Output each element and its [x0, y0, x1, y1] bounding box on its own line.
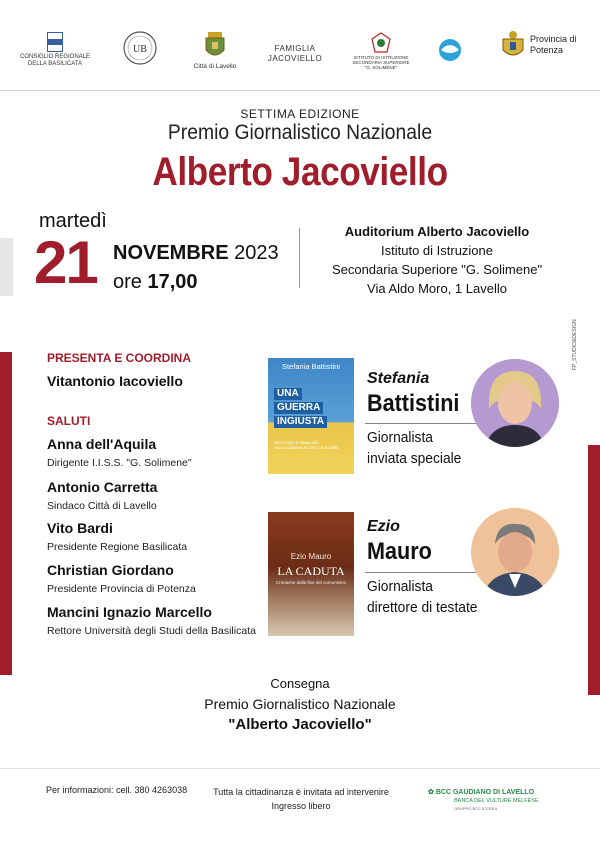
bcc-icon: ✿: [428, 789, 434, 796]
logo-label: ISTITUTO DI ISTRUZIONE SECONDARIA SUPERIORE "G. SOLIMENE": [352, 55, 410, 70]
award-prize: Premio Giornalistico Nazionale: [204, 696, 396, 712]
swirl-icon: [435, 34, 465, 64]
book-author: Stefania Battistini: [282, 362, 340, 371]
guest-photo-mauro: [471, 508, 559, 596]
sponsor-logo: [428, 789, 558, 813]
logo-label: UB: [133, 44, 147, 55]
book-subtitle: RACCONTI E IMMAGINI DALL'UCRAINA SOTTO LE BOMBE: [274, 440, 339, 450]
book-cover-la-caduta: [268, 512, 354, 636]
sponsor-prefix: BCC: [435, 789, 451, 796]
entry-text: Ingresso libero: [271, 801, 331, 811]
invitation-text: Tutta la cittadinanza è invitata ad intervenire: [213, 787, 389, 797]
lavello-logo: [190, 30, 240, 70]
province-logo: [500, 30, 590, 60]
guest-role-line1: Giornalista: [367, 429, 433, 446]
time: 17,00: [147, 271, 198, 293]
venue-address: Via Aldo Moro, 1 Lavello: [367, 281, 507, 296]
book-title: LA CADUTA: [277, 564, 345, 578]
venue-line2: Secondaria Superiore "G. Solimene": [331, 262, 543, 277]
logo-label: CONSIGLIO REGIONALE DELLA BASILICATA: [19, 54, 91, 67]
speaker-name: Christian Giordano: [47, 562, 174, 578]
guest-role-line2: inviata speciale: [367, 450, 462, 467]
crest-icon: [203, 30, 227, 60]
award-honoree: "Alberto Jacoviello": [228, 716, 372, 733]
guest-role: [367, 576, 477, 618]
venue-line1: Istituto di Istruzione: [381, 243, 493, 258]
footer-divider: [0, 768, 600, 769]
logo-label: Città di Lavello: [193, 63, 237, 70]
right-accent-bar: [588, 445, 600, 695]
sponsor-group: GRUPPO BCC ICCREA: [454, 806, 498, 811]
ub-logo: [118, 30, 162, 69]
book-author: Ezio Mauro: [290, 552, 332, 561]
logo-strip: [0, 0, 600, 91]
speaker-name: Vito Bardi: [47, 520, 113, 536]
guest-first-name: Ezio: [367, 518, 400, 535]
guest-divider: [365, 572, 490, 573]
ub-seal-icon: [122, 30, 158, 66]
year: 2023: [234, 242, 279, 264]
venue-name: Auditorium Alberto Jacoviello: [344, 224, 530, 239]
edition-label: SETTIMA EDIZIONE: [240, 107, 360, 121]
left-accent-bar: [0, 352, 12, 675]
family-logo: [262, 44, 328, 64]
time-prefix: ore: [113, 271, 142, 293]
design-credit: FP_STUDIO&DESIGN: [572, 319, 578, 370]
regional-council-logo: [14, 32, 96, 68]
event-time: [113, 271, 198, 294]
emblem-icon: [371, 32, 391, 54]
speaker-role: Presidente Regione Basilicata: [47, 541, 188, 553]
date-divider: [299, 228, 300, 288]
honoree-name: Alberto Jacoviello: [152, 150, 448, 194]
speaker-role: Presidente Provincia di Potenza: [47, 583, 196, 595]
greetings-heading: SALUTI: [47, 414, 91, 428]
book-title-line: INGIUSTA: [274, 416, 327, 428]
logo-label: FAMIGLIA JACOVIELLO: [267, 44, 323, 63]
weekday: martedì: [39, 210, 107, 232]
speaker-name: Antonio Carretta: [47, 479, 158, 495]
venue: [322, 222, 552, 298]
month: NOVEMBRE: [113, 242, 229, 264]
speaker-name: Mancini Ignazio Marcello: [47, 604, 212, 620]
left-accent-gray: [0, 238, 13, 296]
portrait-icon: [471, 359, 559, 447]
host-name: Vitantonio Iacoviello: [47, 373, 183, 389]
generic-logo: [430, 34, 470, 67]
speaker-role: Dirigente I.I.S.S. "G. Solimene": [47, 457, 192, 469]
speaker-role: Rettore Università degli Studi della Basilicata: [47, 625, 256, 637]
book-cover-guerra-ingiusta: [268, 358, 354, 474]
speaker-role: Sindaco Città di Lavello: [47, 500, 157, 512]
info-contact: Per informazioni: cell. 380 4263038: [46, 785, 188, 795]
guest-divider: [365, 423, 490, 424]
logo-label: Provincia di Potenza: [530, 34, 577, 55]
guest-role-line1: Giornalista: [367, 578, 433, 595]
portrait-icon: [471, 508, 559, 596]
month-year: [113, 242, 279, 265]
guest-first-name: Stefania: [367, 370, 430, 387]
speaker-name: Anna dell'Aquila: [47, 436, 157, 452]
sponsor-sub: BANCA DEL VULTURE MELFESE: [454, 798, 539, 804]
award-intro: Consegna: [270, 676, 330, 691]
prize-title: Premio Giornalistico Nazionale: [167, 121, 433, 144]
sponsor-name: GAUDIANO DI LAVELLO: [452, 789, 535, 796]
guest-last-name: Mauro: [367, 538, 432, 565]
book-title-line: GUERRA: [274, 402, 323, 414]
invitation: [212, 785, 390, 813]
flag-icon: [47, 32, 63, 52]
day-number: 21: [34, 229, 97, 296]
province-crest-icon: [500, 30, 526, 60]
guest-role-line2: direttore di testate: [367, 599, 478, 616]
host-heading: PRESENTA E COORDINA: [47, 351, 192, 365]
book-subtitle: Cronache dalla fine del comunismo: [275, 580, 347, 585]
guest-role: [367, 427, 461, 469]
book-title-line: UNA: [274, 388, 302, 400]
guest-last-name: Battistini: [367, 390, 460, 417]
school-logo: [350, 32, 412, 70]
guest-photo-battistini: [471, 359, 559, 447]
